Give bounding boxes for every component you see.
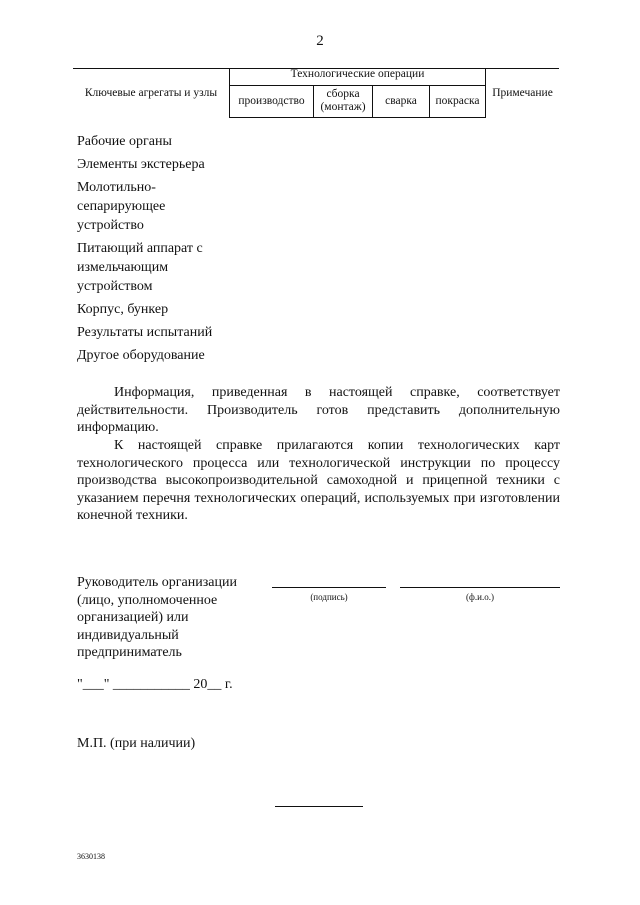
column-header-operations <box>230 69 486 86</box>
name-line <box>400 587 560 588</box>
page-number: 2 <box>316 33 324 49</box>
signer-title: Руководитель организации (лицо, уполномоченное организацией) или индивидуальный предприниматель <box>77 575 237 661</box>
unit-item: Молотильно-сепарирующее устройство <box>77 180 166 233</box>
column-header-note: Примечание <box>486 69 560 118</box>
signature-caption: (подпись) <box>310 592 348 602</box>
signature-line <box>272 587 386 588</box>
unit-item: Питающий аппарат с измельчающим устройством <box>77 241 203 294</box>
unit-item: Элементы экстерьера <box>77 157 205 172</box>
unit-item: Другое оборудование <box>77 348 205 363</box>
column-header-painting: покраска <box>430 85 486 117</box>
unit-item: Рабочие органы <box>77 134 172 149</box>
unit-list <box>77 132 277 369</box>
stamp-placeholder: М.П. (при наличии) <box>77 736 196 751</box>
paragraph-attachments: К настоящей справке прилагаются копии технологических карт технологического процесса или технологической инструкции по процессу производства высокопроизводительной самоходной и прицепной техники с указанием перечня технологических операций, используемых при изготовлении конечной техники. <box>77 438 560 524</box>
date-line: "___" ___________ 20__ г. <box>77 677 233 692</box>
paragraph-information: Информация, приведенная в настоящей справке, соответствует действительности. Производитель готов представить дополнительную информацию. <box>77 385 560 436</box>
column-header-units: Ключевые агрегаты и узлы <box>73 69 230 118</box>
unit-item: Результаты испытаний <box>77 325 213 340</box>
document-code: 3630138 <box>77 852 105 861</box>
technology-table <box>73 68 559 118</box>
unit-item: Корпус, бункер <box>77 302 169 317</box>
column-header-assembly: сборка (монтаж) <box>314 85 373 117</box>
column-header-welding: сварка <box>373 85 430 117</box>
operations-label: Технологические операции <box>290 68 425 81</box>
name-caption: (ф.и.о.) <box>466 592 494 602</box>
bottom-rule <box>275 806 363 807</box>
column-header-production: производство <box>230 85 314 117</box>
